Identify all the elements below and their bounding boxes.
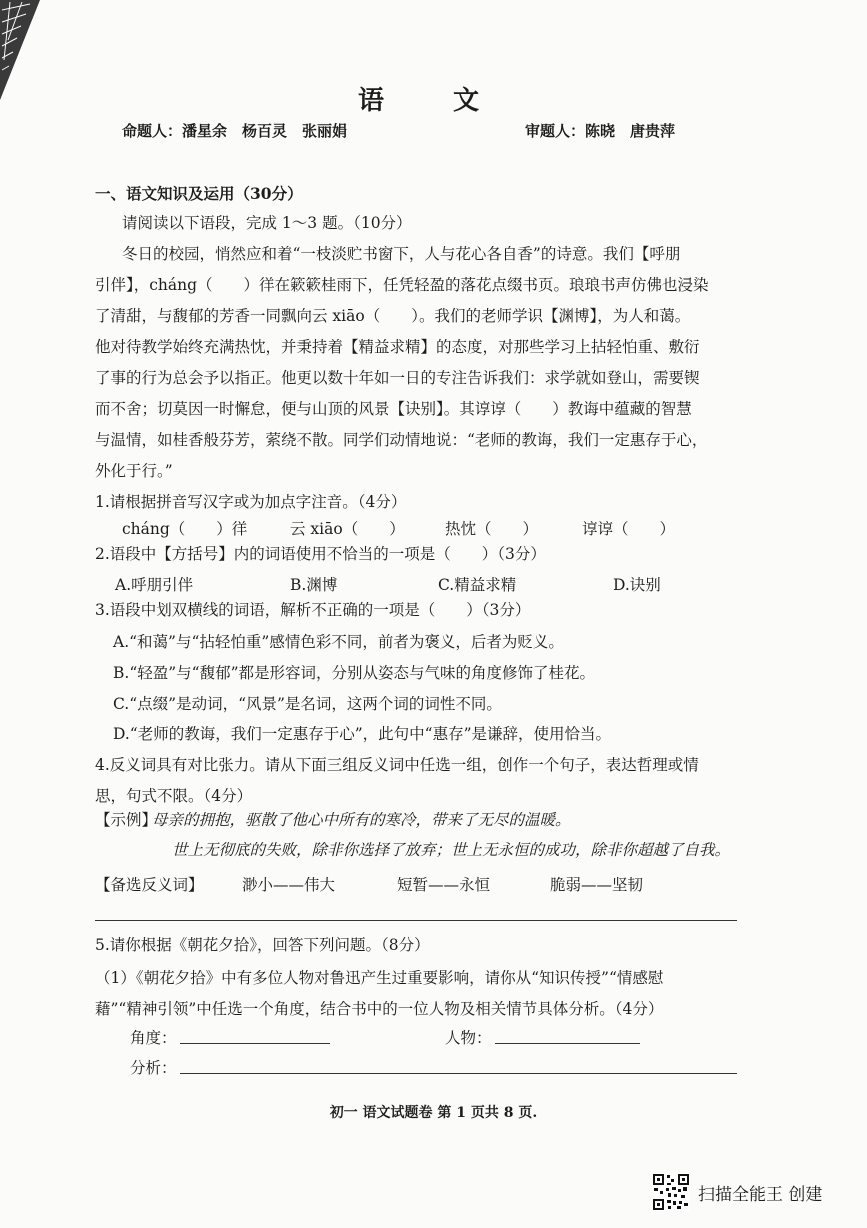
example-label: 【示例】 xyxy=(95,811,158,829)
example-sentence: 母亲的拥抱，驱散了他心中所有的寒冷，带来了无尽的温暖。 xyxy=(152,811,571,829)
question-3-option: A.“和蔼”与“拈轻怕重”感情色彩不同，前者为褒义，后者为贬义。 xyxy=(113,633,564,651)
antonym-option: 短暂——永恒 xyxy=(397,876,491,894)
person-label: 人物： xyxy=(445,1029,492,1047)
example-sentence: 世上无彻底的失败，除非你选择了放弃；世上无永恒的成功，除非你超越了自我。 xyxy=(172,841,731,859)
section-heading: 一、语文知识及运用（30分） xyxy=(95,184,303,203)
authors-left: 命题人：潘星余 杨百灵 张丽娟 xyxy=(122,122,348,140)
question-3-option: B.“轻盈”与“馥郁”都是形容词，分别从姿态与气味的角度修饰了桂花。 xyxy=(113,664,596,682)
analysis-answer-line[interactable] xyxy=(180,1073,737,1074)
question-1-stem: 1.请根据拼音写汉字或为加点字注音。（4分） xyxy=(95,493,407,511)
page-title: 语 文 xyxy=(357,86,510,116)
analysis-label: 分析： xyxy=(130,1059,177,1077)
question-3-option: D.“老师的教诲，我们一定惠存于心”，此句中“惠存”是谦辞，使用恰当。 xyxy=(113,725,612,743)
antonym-option: 渺小——伟大 xyxy=(242,876,336,894)
question-5-sub1: 藉”“精神引领”中任选一个角度，结合书中的一位人物及相关情节具体分析。（4分） xyxy=(95,1000,664,1018)
question-1-item: cháng（ ）徉 xyxy=(122,520,248,538)
scanner-watermark: 扫描全能王 创建 xyxy=(698,1185,823,1205)
question-2-option: C.精益求精 xyxy=(438,576,517,594)
question-3-stem: 3.语段中划双横线的词语，解析不正确的一项是（ ）（3分） xyxy=(95,601,531,619)
question-4-stem: 4.反义词具有对比张力。请从下面三组反义词中任选一组，创作一个句子，表达哲理或情 xyxy=(95,756,699,774)
question-1-item: 谆谆（ ） xyxy=(582,520,676,538)
passage-line: 引伴】，cháng（ ）徉在簌簌桂雨下，任凭轻盈的落花点缀书页。琅琅书声仿佛也浸染 xyxy=(95,276,709,294)
passage-line: 了事的行为总会予以指正。他更以数十年如一日的专注告诉我们：求学就如登山，需要锲 xyxy=(95,369,700,387)
authors-right: 审题人：陈晓 唐贵萍 xyxy=(525,122,676,140)
passage-instruction: 请阅读以下语段，完成 1～3 题。（10分） xyxy=(122,214,412,232)
question-2-option: A.呼朋引伴 xyxy=(115,576,194,594)
question-1-item: 云 xiāo（ ） xyxy=(290,520,405,538)
question-2-option: B.渊博 xyxy=(290,576,338,594)
qr-code-icon xyxy=(652,1173,690,1211)
angle-label: 角度： xyxy=(130,1029,177,1047)
page-footer: 初一 语文试题卷 第 1 页共 8 页. xyxy=(329,1105,538,1121)
passage-line: 外化于行。” xyxy=(95,462,173,480)
question-1-item: 热忱（ ） xyxy=(445,520,539,538)
passage-line: 了清甜，与馥郁的芳香一同飘向云 xiāo（ ）。我们的老师学识【渊博】，为人和蔼。 xyxy=(95,307,691,325)
passage-line: 与温情，如桂香般芬芳，萦绕不散。同学们动情地说：“老师的教诲，我们一定惠存于心， xyxy=(95,431,708,449)
answer-line[interactable] xyxy=(95,920,737,921)
question-5-sub1: （1）《朝花夕拾》中有多位人物对鲁迅产生过重要影响，请你从“知识传授”“情感慰 xyxy=(95,969,664,987)
question-4-stem: 思，句式不限。（4分） xyxy=(95,787,253,805)
question-3-option: C.“点缀”是动词，“风景”是名词，这两个词的词性不同。 xyxy=(113,695,502,713)
question-2-stem: 2.语段中【方括号】内的词语使用不恰当的一项是（ ）（3分） xyxy=(95,545,546,563)
antonym-option: 脆弱——坚韧 xyxy=(550,876,644,894)
passage-line: 而不舍；切莫因一时懈怠，便与山顶的风景【诀别】。其谆谆（ ）教诲中蕴藏的智慧 xyxy=(95,400,692,418)
passage-line: 冬日的校园，悄然应和着“一枝淡贮书窗下，人与花心各自香”的诗意。我们【呼朋 xyxy=(122,245,681,263)
passage-line: 他对待教学始终充满热忱，并秉持着【精益求精】的态度，对那些学习上拈轻怕重、敷衍 xyxy=(95,338,700,356)
question-5-stem: 5.请你根据《朝花夕拾》，回答下列问题。（8分） xyxy=(95,936,430,954)
angle-answer-line[interactable] xyxy=(180,1043,330,1044)
options-label: 【备选反义词】 xyxy=(95,876,204,894)
person-answer-line[interactable] xyxy=(495,1043,640,1044)
question-2-option: D.诀别 xyxy=(613,576,661,594)
